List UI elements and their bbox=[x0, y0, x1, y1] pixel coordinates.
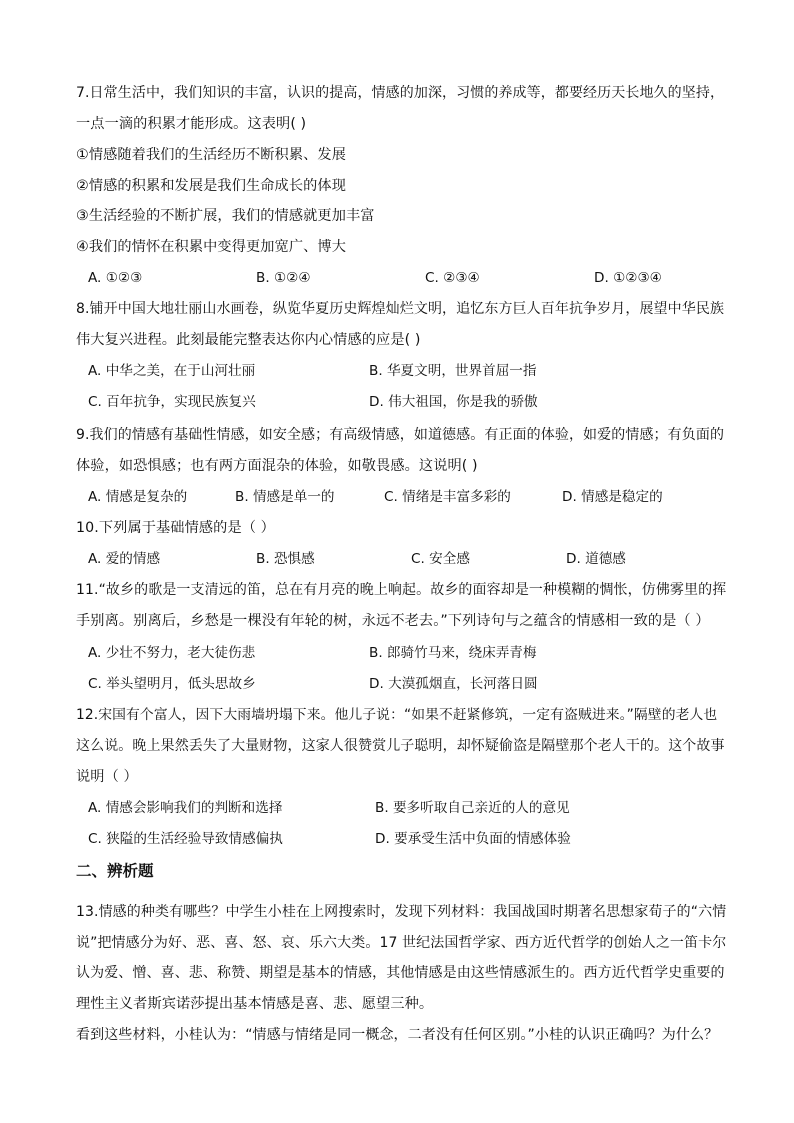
question-12-option-c: C. 狭隘的生活经验导致情感偏执 bbox=[88, 831, 283, 847]
question-12-line-2: 这么说。晚上果然丢失了大量财物，这家人很赞赏儿子聪明，却怀疑偷盗是隔壁那个老人干的。这个故事 bbox=[76, 738, 725, 754]
question-11-option-b: B. 郎骑竹马来，绕床弄青梅 bbox=[369, 645, 537, 661]
question-12-line-1: 12.宋国有个富人，因下大雨墙坍塌下来。他儿子说：“如果不赶紧修筑，一定有盗贼进来。”隔壁的老人也 bbox=[76, 707, 718, 723]
question-12-line-3: 说明（ ） bbox=[76, 769, 138, 785]
question-12-option-d: D. 要承受生活中负面的情感体验 bbox=[375, 831, 571, 847]
question-12-option-b: B. 要多听取自己亲近的人的意见 bbox=[375, 800, 570, 816]
question-13-line-5: 看到这些材料，小桂认为：“情感与情绪是同一概念，二者没有任何区别。”小桂的认识正确吗？为什么？ bbox=[76, 1027, 719, 1043]
question-10-option-d: D. 道德感 bbox=[566, 551, 626, 567]
question-10-line-1: 10.下列属于基础情感的是（ ） bbox=[76, 520, 275, 536]
question-13-line-1: 13.情感的种类有哪些？中学生小桂在上网搜索时，发现下列材料：我国战国时期著名思想家荀子的“六情 bbox=[76, 904, 727, 920]
question-7-line-2: 一点一滴的积累才能形成。这表明( ) bbox=[76, 116, 307, 132]
section-heading-analysis: 二、辨析题 bbox=[76, 862, 154, 880]
question-13-line-4: 理性主义者斯宾诺莎提出基本情感是喜、悲、愿望三种。 bbox=[76, 996, 434, 1012]
question-8-option-c: C. 百年抗争，实现民族复兴 bbox=[88, 394, 256, 410]
question-9-line-1: 9.我们的情感有基础性情感，如安全感；有高级情感，如道德感。有正面的体验，如爱的情感；有负面的 bbox=[76, 427, 725, 443]
question-9-line-2: 体验，如恐惧感；也有两方面混杂的体验，如敬畏感。这说明( ) bbox=[76, 458, 478, 474]
question-8-option-a: A. 中华之美，在于山河壮丽 bbox=[88, 363, 256, 379]
question-11-line-2: 手别离。别离后，乡愁是一棵没有年轮的树，永远不老去。”下列诗句与之蕴含的情感相一致的是（ ） bbox=[76, 613, 710, 629]
question-12-option-a: A. 情感会影响我们的判断和选择 bbox=[88, 800, 283, 816]
question-11-option-c: C. 举头望明月，低头思故乡 bbox=[88, 676, 256, 692]
question-10-option-b: B. 恐惧感 bbox=[256, 551, 315, 567]
question-8-option-d: D. 伟大祖国，你是我的骄傲 bbox=[369, 394, 538, 410]
question-13-line-2: 说”把情感分为好、恶、喜、怒、哀、乐六大类。17 世纪法国哲学家、西方近代哲学的创始人之一笛卡尔 bbox=[76, 935, 727, 951]
question-11-option-d: D. 大漠孤烟直，长河落日圆 bbox=[369, 676, 538, 692]
question-13-line-3: 认为爱、憎、喜、悲、称赞、期望是基本的情感，其他情感是由这些情感派生的。西方近代哲学史重要的 bbox=[76, 965, 725, 981]
question-8-line-1: 8.铺开中国大地壮丽山水画卷，纵览华夏历史辉煌灿烂文明，追忆东方巨人百年抗争岁月，展望中华民族 bbox=[76, 301, 725, 317]
question-7-statement-3: ③生活经验的不断扩展，我们的情感就更加丰富 bbox=[76, 208, 375, 224]
question-7-option-a: A. ①②③ bbox=[88, 270, 143, 286]
question-7-line-1: 7.日常生活中，我们知识的丰富，认识的提高，情感的加深，习惯的养成等，都要经历天长地久的坚持， bbox=[76, 85, 725, 101]
question-7-statement-4: ④我们的情怀在积累中变得更加宽广、博大 bbox=[76, 239, 346, 255]
question-7-statement-2: ②情感的积累和发展是我们生命成长的体现 bbox=[76, 178, 346, 194]
question-9-option-d: D. 情感是稳定的 bbox=[562, 489, 663, 505]
question-9-option-c: C. 情绪是丰富多彩的 bbox=[384, 489, 511, 505]
question-7-option-c: C. ②③④ bbox=[425, 270, 480, 286]
question-8-option-b: B. 华夏文明，世界首屈一指 bbox=[369, 363, 537, 379]
question-7-option-d: D. ①②③④ bbox=[594, 270, 662, 286]
question-11-option-a: A. 少壮不努力，老大徒伤悲 bbox=[88, 645, 256, 661]
question-9-option-a: A. 情感是复杂的 bbox=[88, 489, 188, 505]
question-9-option-b: B. 情感是单一的 bbox=[235, 489, 335, 505]
question-7-option-b: B. ①②④ bbox=[256, 270, 311, 286]
question-8-line-2: 伟大复兴进程。此刻最能完整表达你内心情感的应是( ) bbox=[76, 332, 421, 348]
question-11-line-1: 11.“故乡的歌是一支清远的笛，总在有月亮的晚上响起。故乡的面容却是一种模糊的惆怅，仿佛雾里的挥 bbox=[76, 582, 727, 598]
question-7-statement-1: ①情感随着我们的生活经历不断积累、发展 bbox=[76, 147, 346, 163]
question-10-option-a: A. 爱的情感 bbox=[88, 551, 161, 567]
question-10-option-c: C. 安全感 bbox=[411, 551, 470, 567]
